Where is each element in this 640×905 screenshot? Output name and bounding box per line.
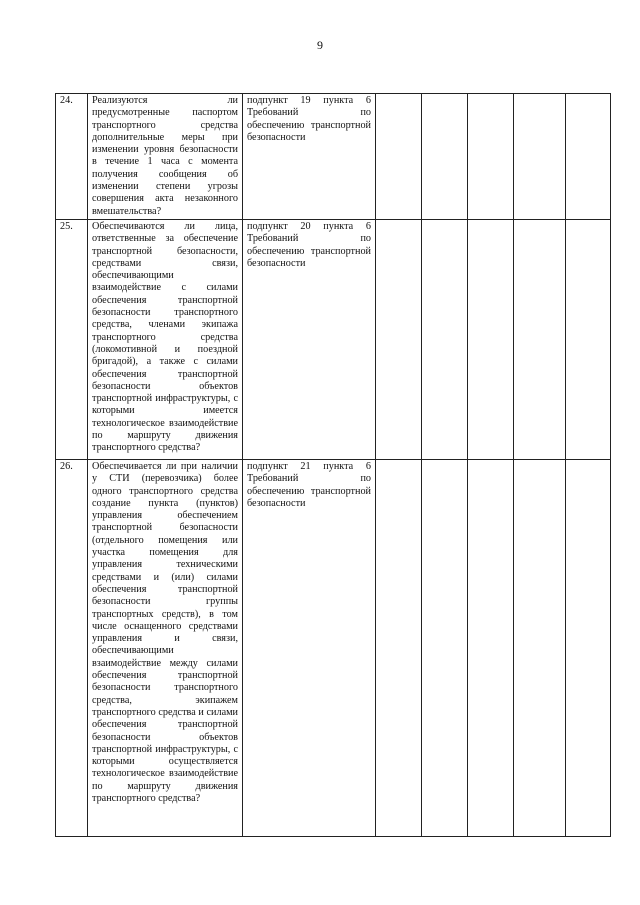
checklist-table — [55, 93, 611, 837]
notes-cell — [514, 220, 566, 460]
row-number: 26. — [56, 460, 88, 837]
notes-cell — [514, 94, 566, 220]
answer-na-cell — [468, 460, 514, 837]
answer-yes-cell — [376, 94, 422, 220]
answer-yes-cell — [376, 460, 422, 837]
question-cell: Обеспечиваются ли лица, ответственные за обеспечение транспортной безопасности, средствами связи, обеспечивающими взаимодействие с силами обеспечения транспортной безопасности транспортного средства, членами экипажа транспортного средства (локомотивной и поездной бригадой), а также с силами обеспечения транспортной безопасности объектов транспортной инфраструктуры, с которыми имеется технологическое взаимодействие по маршруту движения транспортного средства? — [88, 220, 243, 460]
reference-cell: подпункт 20 пункта 6 Требований по обеспечению транспортной безопасности — [243, 220, 376, 460]
extra-cell — [566, 220, 611, 460]
question-cell: Обеспечивается ли при наличии у СТИ (перевозчика) более одного транспортного средства создание пункта (пунктов) управления обеспечением транспортной безопасности (отдельного помещения или участка помещения для управления техническими средствами и (или) силами обеспечения транспортной безопасности группы транспортных средств), в том числе оснащенного средствами управления и связи, обеспечивающими взаимодействие между силами обеспечения транспортной безопасности транспортного средства, экипажем транспортного средства и силами обеспечения транспортной безопасности объектов транспортной инфраструктуры, с которыми осуществляется технологическое взаимодействие по маршруту движения транспортного средства? — [88, 460, 243, 837]
reference-cell: подпункт 21 пункта 6 Требований по обеспечению транспортной безопасности — [243, 460, 376, 837]
notes-cell — [514, 460, 566, 837]
answer-na-cell — [468, 94, 514, 220]
table-row — [56, 460, 611, 837]
extra-cell — [566, 460, 611, 837]
answer-no-cell — [422, 460, 468, 837]
row-number: 25. — [56, 220, 88, 460]
table-row — [56, 220, 611, 460]
question-cell: Реализуются ли предусмотренные паспортом транспортного средства дополнительные меры при изменении уровня безопасности в течение 1 часа с момента получения сообщения об изменении степени угрозы совершения акта незаконного вмешательства? — [88, 94, 243, 220]
answer-na-cell — [468, 220, 514, 460]
extra-cell — [566, 94, 611, 220]
reference-cell: подпункт 19 пункта 6 Требований по обеспечению транспортной безопасности — [243, 94, 376, 220]
answer-no-cell — [422, 220, 468, 460]
row-number: 24. — [56, 94, 88, 220]
answer-yes-cell — [376, 220, 422, 460]
answer-no-cell — [422, 94, 468, 220]
table-row — [56, 94, 611, 220]
page-number: 9 — [317, 38, 323, 52]
